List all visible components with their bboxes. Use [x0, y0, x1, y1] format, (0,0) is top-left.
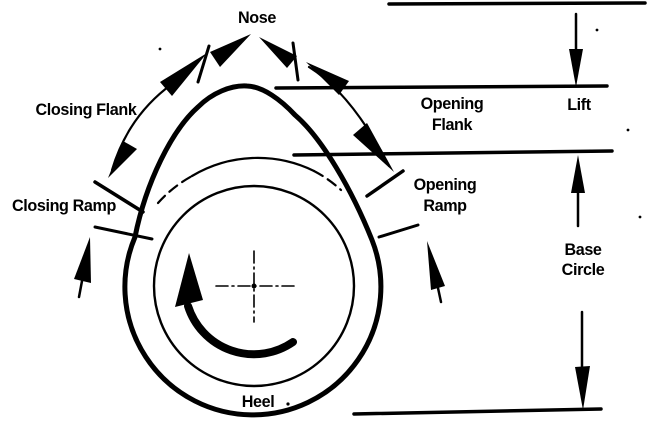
opening-ramp-pointer-line	[379, 225, 418, 237]
base-circle-label	[543, 240, 623, 280]
nose-boundary-tick-left	[198, 46, 209, 82]
heel-label: Heel	[241, 392, 275, 411]
base-circle-arc	[158, 158, 341, 203]
nose-boundary-tick-right	[293, 43, 298, 80]
nose-label: Nose	[238, 8, 276, 27]
nose-arrow-left	[210, 34, 251, 67]
base-circle-tangent-line	[294, 151, 612, 155]
heel-tangent-line	[354, 409, 601, 414]
closing-ramp-label: Closing Ramp	[11, 196, 117, 215]
opening-ramp-label-line1: Opening	[413, 175, 477, 194]
closing-ramp-arrow	[74, 237, 91, 297]
reference-line-top	[389, 3, 645, 4]
lift-label: Lift	[567, 95, 591, 114]
cam-profile-path	[125, 86, 381, 415]
rotation-arrow	[175, 253, 293, 354]
closing-flank-label: Closing Flank	[35, 100, 137, 119]
lift-dimension-arrow	[569, 14, 583, 87]
base-circle-label-line1: Base	[564, 240, 602, 259]
center-crosshair	[216, 251, 298, 322]
base-circle-label-line2: Circle	[561, 260, 605, 279]
ramp-boundary-tick-right	[367, 171, 403, 196]
opening-ramp-arrow	[427, 241, 445, 302]
base-circle-dimension	[571, 155, 590, 410]
closing-ramp-pointer-line	[95, 227, 152, 239]
nose-arrow-right	[259, 37, 297, 68]
opening-ramp-label-line2: Ramp	[423, 196, 467, 215]
nose-tangent-line	[276, 86, 607, 88]
opening-flank-label	[408, 93, 495, 135]
opening-flank-label-line2: Flank	[431, 115, 473, 134]
opening-flank-label-line1: Opening	[420, 94, 484, 113]
opening-ramp-label	[401, 174, 488, 216]
